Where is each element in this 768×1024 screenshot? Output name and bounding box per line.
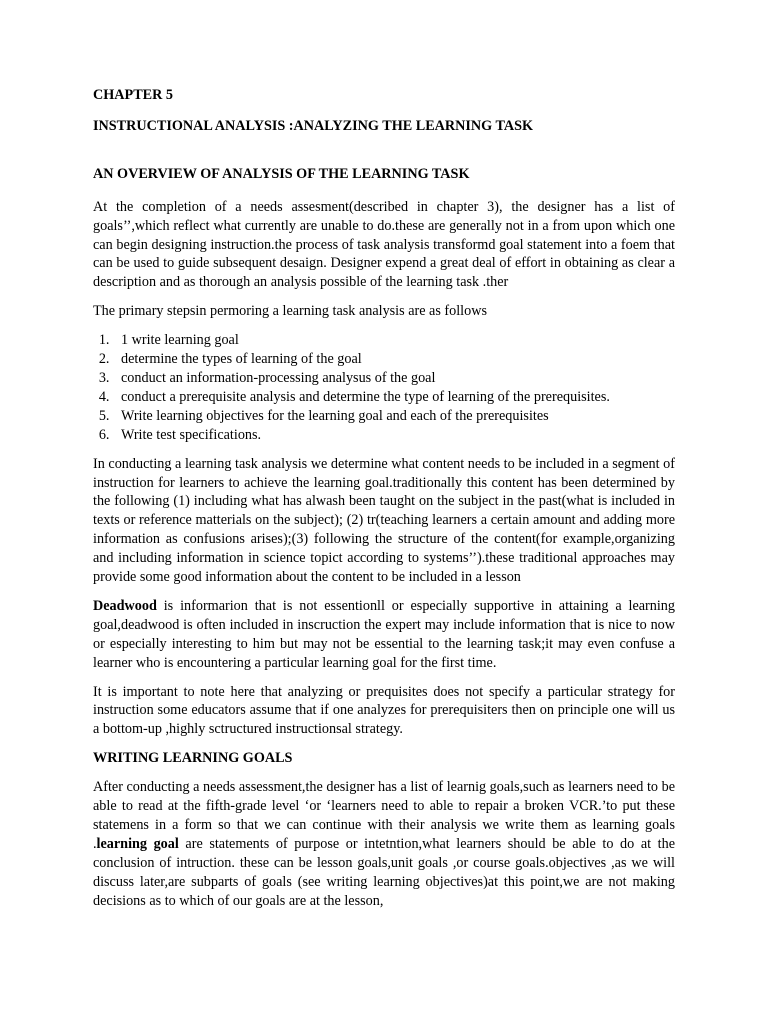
steps-list: [93, 331, 675, 444]
document-page: [93, 86, 675, 921]
list-item: 1. 1 write learning goal: [113, 331, 675, 350]
list-item: 5. Write learning objectives for the learning goal and each of the prerequisites: [113, 407, 675, 426]
deadwood-term: Deadwood: [93, 597, 157, 614]
chapter-number: CHAPTER 5: [93, 87, 174, 103]
overview-paragraph: At the completion of a needs assesment(described in chapter 3), the designer has a list of goals’’,which reflect what currently are unable to do.these are generally not in a from upon which one can begin designing instruction.the process of task analysis transformd goal statement into a foem that can be used to guide subsequent desaign. Designer expend a great deal of effort in obtaining as clear a description and as thorough an analysis possible of the learning task .ther: [93, 198, 675, 291]
learning-goal-term: learning goal: [96, 835, 179, 852]
writing-text-after: are statements of purpose or intetntion,what learners should be able to do at the conclusion of intruction. these can be lesson goals,unit goals ,or course goals.objectives ,as we will discuss later,are subparts of goals (see writing learning objectives)at this point,we are not making decisions as to which of our goals are at the lesson,: [93, 835, 676, 909]
deadwood-text: is informarion that is not essentionll or especially supportive in attaining a learning goal,deadwood is often included in inscruction the expert may include information that is nice to now or especially interesting to him but may not be essential to the learning task;it may even confuse a learner who is encountering a particular learning goal for the first time.: [93, 597, 675, 671]
prerequisites-paragraph: It is important to note here that analyzing or prequisites does not specify a particular strategy for instruction some educators assume that if one analyzes for prerequisiters then on principle one will us a bottom-up ,highly sctructured instructionsal strategy.: [93, 683, 675, 738]
chapter-title: INSTRUCTIONAL ANALYSIS :ANALYZING THE LEARNING TASK: [93, 117, 534, 134]
writing-goals-heading: WRITING LEARNING GOALS: [93, 750, 293, 767]
steps-intro: The primary stepsin permoring a learning task analysis are as follows: [93, 303, 487, 320]
content-paragraph: In conducting a learning task analysis we determine what content needs to be included in a segment of instruction for learners to achieve the learning goal.traditionally this content has been determined by the following (1) including what has alwash been taught on the subject in the past(what is included in texts or reference matterials on the subject); (2) tr(teaching learners a certain amount and adding more information as confusions arises);(3) following the structure of the content(for example,organizing and including information in science topict according to systems’’).these traditional approaches may provide some good information about the content to be included in a lesson: [93, 455, 675, 586]
writing-goals-paragraph: [93, 778, 675, 910]
deadwood-paragraph: [93, 597, 675, 673]
list-item: 6. Write test specifications.: [113, 426, 675, 445]
writing-text-before: After conducting a needs assessment,the designer has a list of learnig goals,such as learners need to be able to read at the fifth-grade level ‘or ‘learners need to able to repair a broken VCR.’to put these statemens in a form so that we can continue with their analysis we write them as learning goals .: [93, 779, 675, 852]
list-item: 3. conduct an information-processing analysus of the goal: [113, 369, 675, 388]
overview-heading: AN OVERVIEW OF ANALYSIS OF THE LEARNING TASK: [93, 165, 470, 182]
list-item: 2. determine the types of learning of the goal: [113, 350, 675, 369]
list-item: 4. conduct a prerequisite analysis and determine the type of learning of the prerequisites.: [113, 388, 675, 407]
